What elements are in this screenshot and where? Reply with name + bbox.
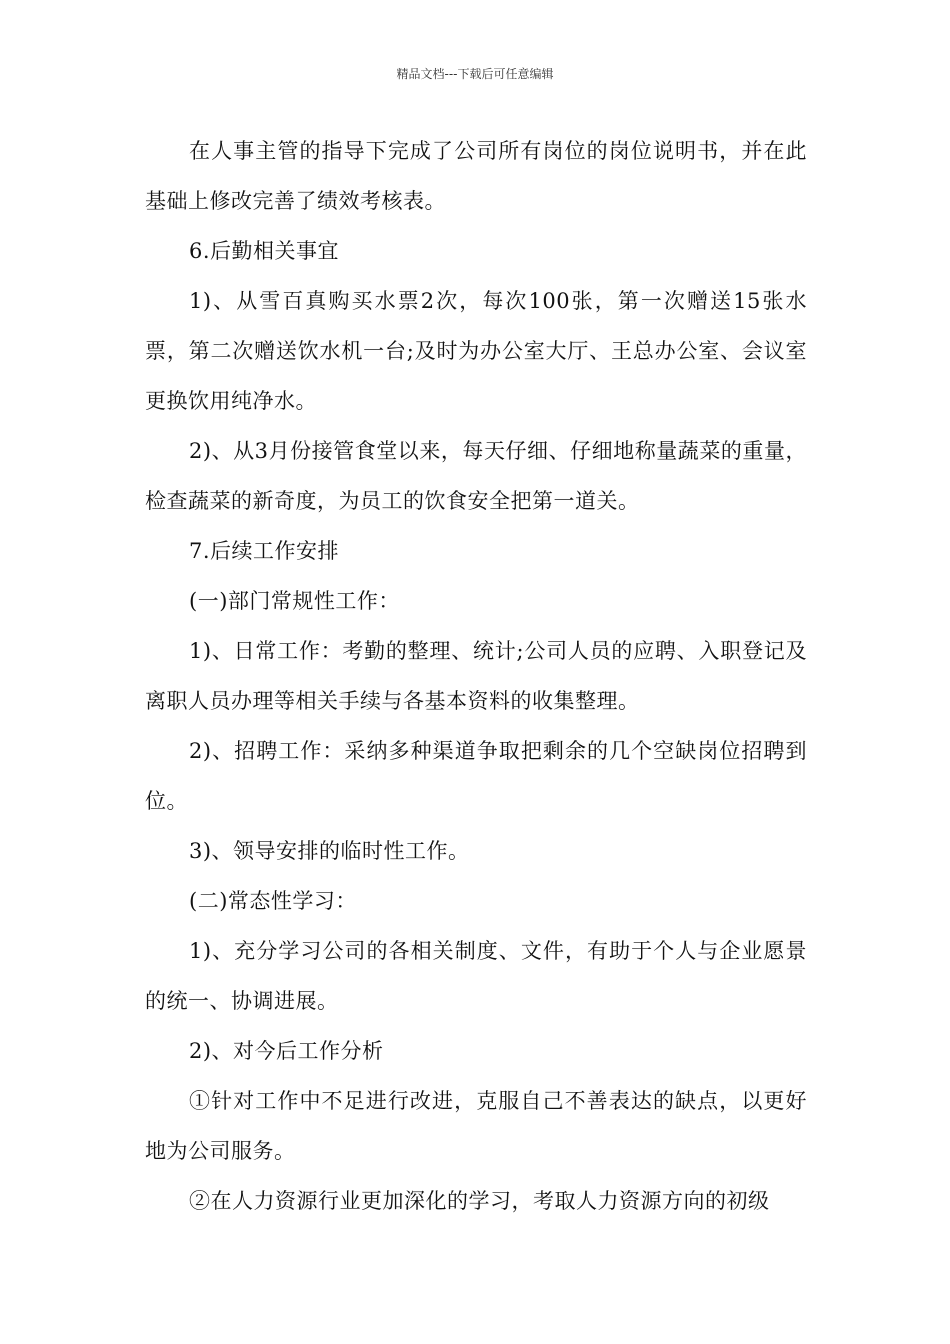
subsection-heading: (一)部门常规性工作：: [189, 589, 400, 613]
paragraph: 2)、对今后工作分析: [189, 1039, 384, 1063]
paragraph: 1)、从雪百真购买水票2次，每次100张，第一次赠送15张水票，第二次赠送饮水机一台;及时为办公室大厅、王总办公室、会议室更换饮用纯净水。: [145, 289, 807, 413]
page-header: 精品文档---下载后可任意编辑: [396, 67, 554, 81]
subsection-heading: (二)常态性学习：: [189, 889, 357, 913]
document-body: [145, 126, 807, 1226]
section-heading: 6.后勤相关事宜: [189, 239, 340, 263]
paragraph: ①针对工作中不足进行改进，克服自己不善表达的缺点，以更好地为公司服务。: [145, 1089, 807, 1163]
paragraph: 2)、招聘工作：采纳多种渠道争取把剩余的几个空缺岗位招聘到位。: [145, 739, 807, 813]
paragraph: 3)、领导安排的临时性工作。: [189, 839, 470, 863]
paragraph: 在人事主管的指导下完成了公司所有岗位的岗位说明书，并在此基础上修改完善了绩效考核表。: [145, 139, 807, 213]
paragraph: 1)、日常工作：考勤的整理、统计;公司人员的应聘、入职登记及离职人员办理等相关手续与各基本资料的收集整理。: [145, 639, 807, 713]
section-heading: 7.后续工作安排: [189, 539, 340, 563]
paragraph: ②在人力资源行业更加深化的学习，考取人力资源方向的初级: [189, 1189, 770, 1213]
paragraph: 2)、从3月份接管食堂以来，每天仔细、仔细地称量蔬菜的重量，检查蔬菜的新奇度，为员工的饮食安全把第一道关。: [145, 439, 807, 513]
paragraph: 1)、充分学习公司的各相关制度、文件，有助于个人与企业愿景的统一、协调进展。: [145, 939, 807, 1013]
